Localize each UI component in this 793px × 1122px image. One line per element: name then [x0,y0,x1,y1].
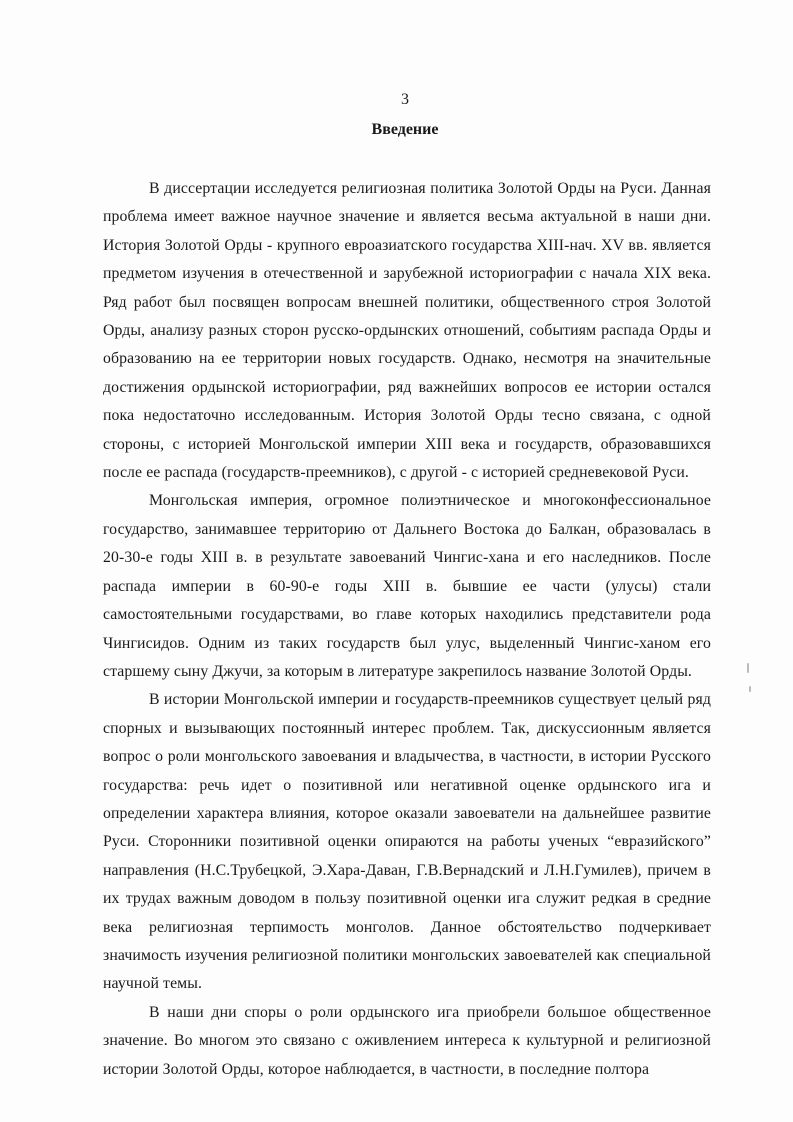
page-number: 3 [401,91,409,108]
section-heading: Введение [371,121,439,138]
paragraph-2: Монгольская империя, огромное полиэтническое и многоконфессиональное государство, занимавшее территорию от Дальнего Востока до Балкан, образовалась в 20-30-е годы XIII в. в результате завоеваний Чингис-хана и его наследников. После распада империи в 60-90-е годы XIII в. бывшие ее части (улусы) стали самостоятельными государствами, во главе которых находились представители рода Чингисидов. Одним из таких государств был улус, выделенный Чингис-ханом его старшему сыну Джучи, за которым в литературе закрепилось название Золотой Орды. [103,492,711,680]
body-text [103,175,711,1084]
scan-speck [747,663,749,673]
scan-speck [749,686,751,692]
paragraph-4: В наши дни споры о роли ордынского ига приобрели большое общественное значение. Во многом это связано с оживлением интереса к культурной и религиозной истории Золотой Орды, которое наблюдается, в частности, в последние полтора [103,1003,711,1078]
paragraph-1: В диссертации исследуется религиозная политика Золотой Орды на Руси. Данная проблема имеет важное научное значение и является весьма актуальной в наши дни. История Золотой Орды - крупного евроазиатского государства XIII-нач. XV вв. является предметом изучения в отечественной и зарубежной историографии с начала XIX века. Ряд работ был посвящен вопросам внешней политики, общественного строя Золотой Орды, анализу разных сторон русско-ордынских отношений, событиям распада Орды и образованию на ее территории новых государств. Однако, несмотря на значительные достижения ордынской историографии, ряд важнейших вопросов ее истории остался пока недостаточно исследованным. История Золотой Орды тесно связана, с одной стороны, с историей Монгольской империи XIII века и государств, образовавшихся после ее распада (государств-преемников), с другой - с историей средневековой Руси. [103,180,711,482]
paragraph-3: В истории Монгольской империи и государств-преемников существует целый ряд спорных и вызывающих постоянный интерес проблем. Так, дискуссионным является вопрос о роли монгольского завоевания и владычества, в частности, в истории Русского государства: речь идет о позитивной или негативной оценке ордынского ига и определении характера влияния, которое оказали завоеватели на дальнейшее развитие Руси. Сторонники позитивной оценки опираются на работы ученых “евразийского” направления (Н.С.Трубецкой, Э.Хара-Даван, Г.В.Вернадский и Л.Н.Гумилев), причем в их трудах важным доводом в пользу позитивной оценки ига служит редкая в средние века религиозная терпимость монголов. Данное обстоятельство подчеркивает значимость изучения религиозной политики монгольских завоевателей как специальной научной темы. [103,691,711,993]
